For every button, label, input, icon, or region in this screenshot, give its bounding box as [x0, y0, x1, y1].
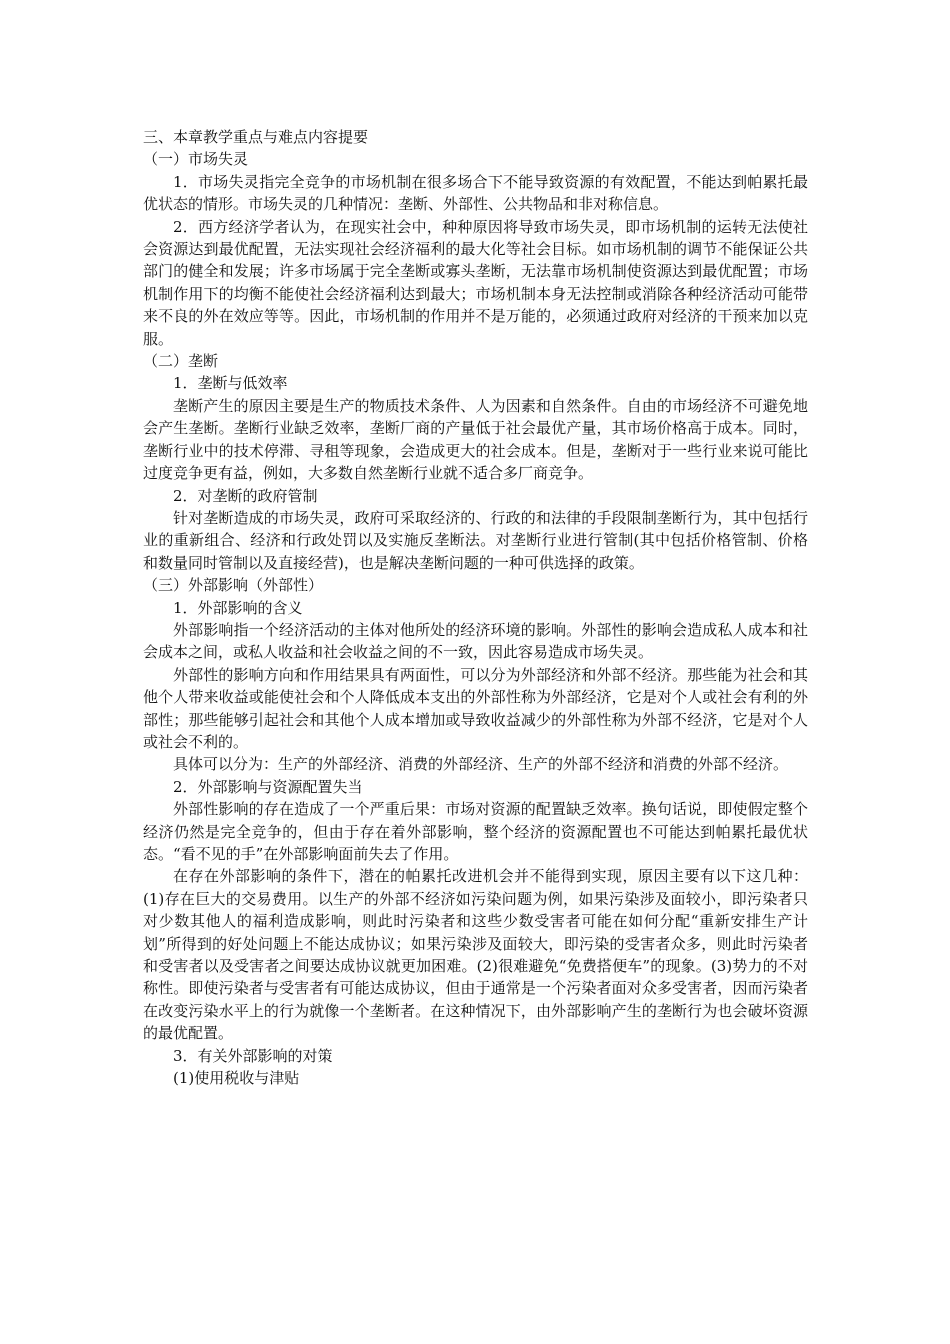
paragraph: 2．西方经济学者认为，在现实社会中，种种原因将导致市场失灵，即市场机制的运转无法使社会资源达到最优配置，无法实现社会经济福利的最大化等社会目标。如市场机制的调节不能保证公共部门的健全和发展；许多市场属于完全垄断或寡头垄断，无法靠市场机制使资源达到最优配置；市场机制作用下的均衡不能使社会经济福利达到最大；市场机制本身无法控制或消除各种经济活动可能带来不良的外在效应等等。因此，市场机制的作用并不是万能的，必须通过政府对经济的干预来加以克服。 — [143, 217, 808, 348]
subsection-heading: （二）垄断 — [143, 352, 219, 371]
paragraph: 外部性的影响方向和作用结果具有两面性，可以分为外部经济和外部不经济。那些能为社会和其他个人带来收益或能使社会和个人降低成本支出的外部性称为外部经济，它是对个人或社会有利的外部性；那些能够引起社会和其他个人成本增加或导致收益减少的外部性称为外部不经济，它是对个人或社会不利的。 — [143, 665, 808, 751]
subsection-heading: （三）外部影响（外部性） — [143, 576, 324, 595]
paragraph: 1．市场失灵指完全竞争的市场机制在很多场合下不能导致资源的有效配置，不能达到帕累托最优状态的情形。市场失灵的几种情况：垄断、外部性、公共物品和非对称信息。 — [143, 172, 808, 214]
item-heading: 1．垄断与低效率 — [173, 374, 288, 393]
paragraph: 外部影响指一个经济活动的主体对他所处的经济环境的影响。外部性的影响会造成私人成本和社会成本之间，或私人收益和社会收益之间的不一致，因此容易造成市场失灵。 — [143, 620, 808, 662]
section-heading: 三、本章教学重点与难点内容提要 — [143, 128, 369, 146]
item-heading: (1)使用税收与津贴 — [173, 1069, 300, 1088]
paragraph: 具体可以分为：生产的外部经济、消费的外部经济、生产的外部不经济和消费的外部不经济。 — [173, 755, 789, 774]
paragraph: 在存在外部影响的条件下，潜在的帕累托改进机会并不能得到实现，原因主要有以下这几种：(1)存在巨大的交易费用。以生产的外部不经济如污染问题为例，如果污染涉及面较小，即污染者只对少数其他人的福利造成影响，则此时污染者和这些少数受害者可能在如何分配“重新安排生产计划”所得到的好处问题上不能达成协议；如果污染涉及面较大，即污染的受害者众多，则此时污染者和受害者以及受害者之间要达成协议就更加困难。(2)很难避免“免费搭便车”的现象。(3)势力的不对称性。即使污染者与受害者有可能达成协议，但由于通常是一个污染者面对众多受害者，因而污染者在改变污染水平上的行为就像一个垄断者。在这种情况下，由外部影响产生的垄断行为也会破坏资源的最优配置。 — [143, 867, 808, 1043]
paragraph: 针对垄断造成的市场失灵，政府可采取经济的、行政的和法律的手段限制垄断行为，其中包括行业的重新组合、经济和行政处罚以及实施反垄断法。对垄断行业进行管制(其中包括价格管制、价格和数量同时管制以及直接经营)，也是解决垄断问题的一种可供选择的政策。 — [143, 508, 808, 572]
paragraph: 外部性影响的存在造成了一个严重后果：市场对资源的配置缺乏效率。换句话说，即使假定整个经济仍然是完全竞争的，但由于存在着外部影响，整个经济的资源配置也不可能达到帕累托最优状态。“看不见的手”在外部影响面前失去了作用。 — [143, 800, 808, 863]
paragraph: 垄断产生的原因主要是生产的物质技术条件、人为因素和自然条件。自由的市场经济不可避免地会产生垄断。垄断行业缺乏效率，垄断厂商的产量低于社会最优产量，其市场价格高于成本。同时，垄断行业中的技术停滞、寻租等现象，会造成更大的社会成本。但是，垄断对于一些行业来说可能比过度竞争更有益，例如，大多数自然垄断行业就不适合多厂商竞争。 — [143, 396, 808, 483]
item-heading: 1．外部影响的含义 — [173, 598, 303, 617]
item-heading: 2．外部影响与资源配置失当 — [173, 777, 363, 796]
document-page — [143, 126, 808, 1089]
subsection-heading: （一）市场失灵 — [143, 150, 249, 169]
item-heading: 3．有关外部影响的对策 — [173, 1046, 333, 1065]
item-heading: 2．对垄断的政府管制 — [173, 486, 318, 505]
